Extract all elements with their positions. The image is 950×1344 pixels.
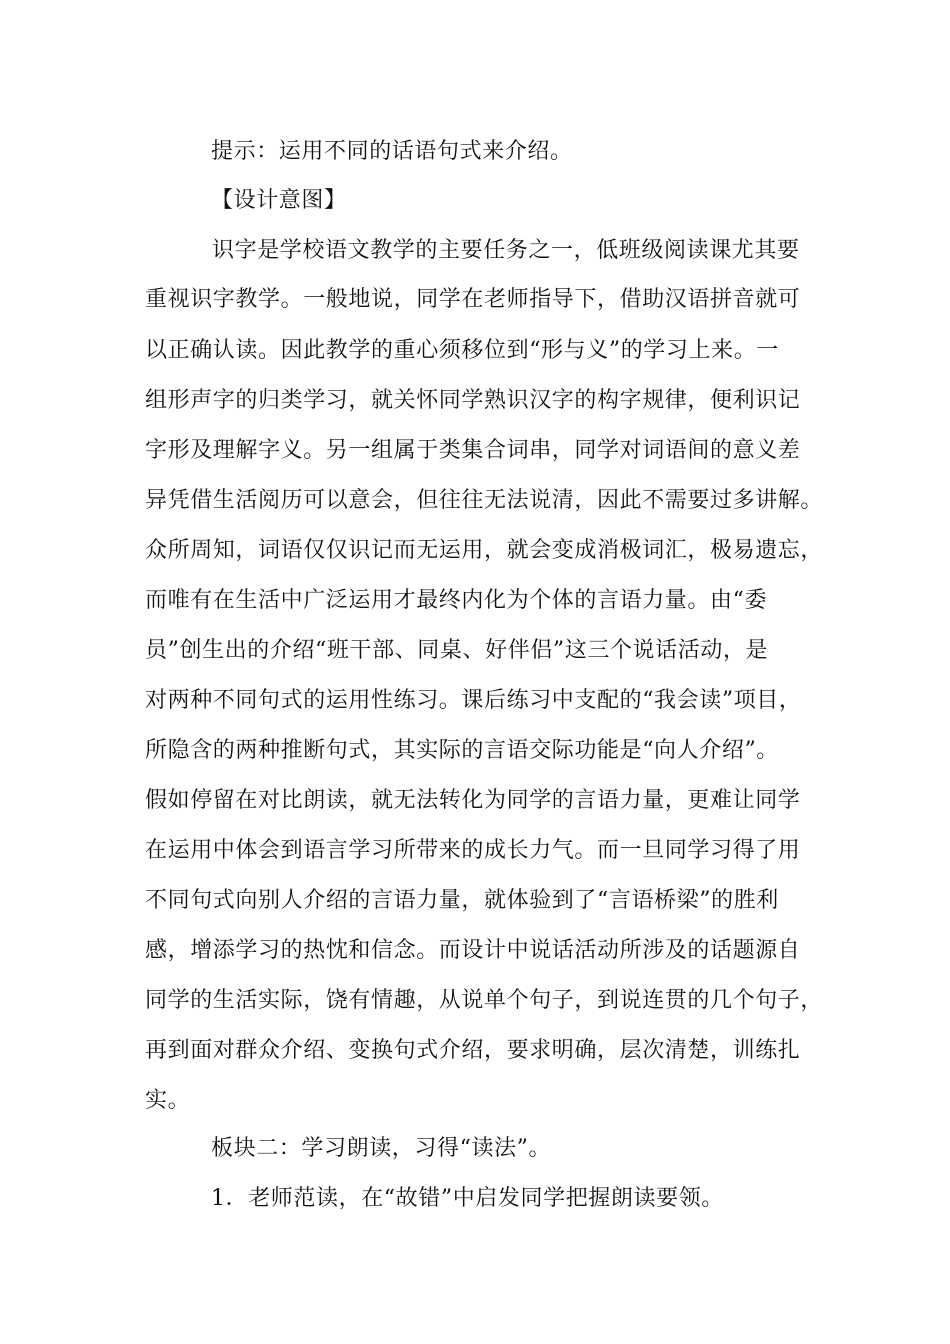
section-heading: 板块二：学习朗读，习得“读法”。 [211, 1136, 552, 1161]
paragraph-line: 组形声字的归类学习，就关怀同学熟识汉字的构字规律，便利识记 [145, 388, 801, 413]
paragraph-line: 而唯有在生活中广泛运用才最终内化为个体的言语力量。由“委 [145, 588, 768, 613]
paragraph-line: 以正确认读。因此教学的重心须移位到“形与义”的学习上来。一 [145, 338, 779, 363]
paragraph-line: 再到面对群众介绍、变换句式介绍，要求明确，层次清楚，训练扎 [145, 1038, 801, 1063]
tip-line: 提示：运用不同的话语句式来介绍。 [211, 139, 573, 164]
paragraph-line: 同学的生活实际，饶有情趣，从说单个句子，到说连贯的几个句子， [145, 988, 824, 1013]
paragraph-line: 所隐含的两种推断句式，其实际的言语交际功能是“向人介绍”。 [145, 738, 779, 763]
paragraph-line: 实。 [145, 1088, 191, 1113]
paragraph-line: 识字是学校语文教学的主要任务之一，低班级阅读课尤其要 [212, 238, 800, 263]
paragraph-line: 字形及理解字义。另一组属于类集合词串，同学对词语间的意义差 [145, 438, 801, 463]
design-intent-heading: 【设计意图】 [211, 188, 347, 213]
paragraph-line: 假如停留在对比朗读，就无法转化为同学的言语力量，更难让同学 [145, 788, 801, 813]
paragraph-line: 对两种不同句式的运用性练习。课后练习中支配的“我会读”项目， [145, 688, 802, 713]
paragraph-line: 众所周知，词语仅仅识记而无运用，就会变成消极词汇，极易遗忘， [145, 538, 824, 563]
paragraph-line: 员”创生出的介绍“班干部、同桌、好伴侣”这三个说话活动，是 [145, 638, 769, 663]
list-item: 1．老师范读，在“故错”中启发同学把握朗读要领。 [211, 1186, 724, 1211]
paragraph-line: 不同句式向别人介绍的言语力量，就体验到了“言语桥梁”的胜利 [145, 888, 779, 913]
paragraph-line: 异凭借生活阅历可以意会，但往往无法说清，因此不需要过多讲解。 [145, 488, 824, 513]
paragraph-line: 重视识字教学。一般地说，同学在老师指导下，借助汉语拼音就可 [145, 287, 801, 312]
paragraph-line: 在运用中体会到语言学习所带来的成长力气。而一旦同学习得了用 [145, 838, 801, 863]
paragraph-line: 感，增添学习的热忱和信念。而设计中说话活动所涉及的话题源自 [145, 938, 801, 963]
